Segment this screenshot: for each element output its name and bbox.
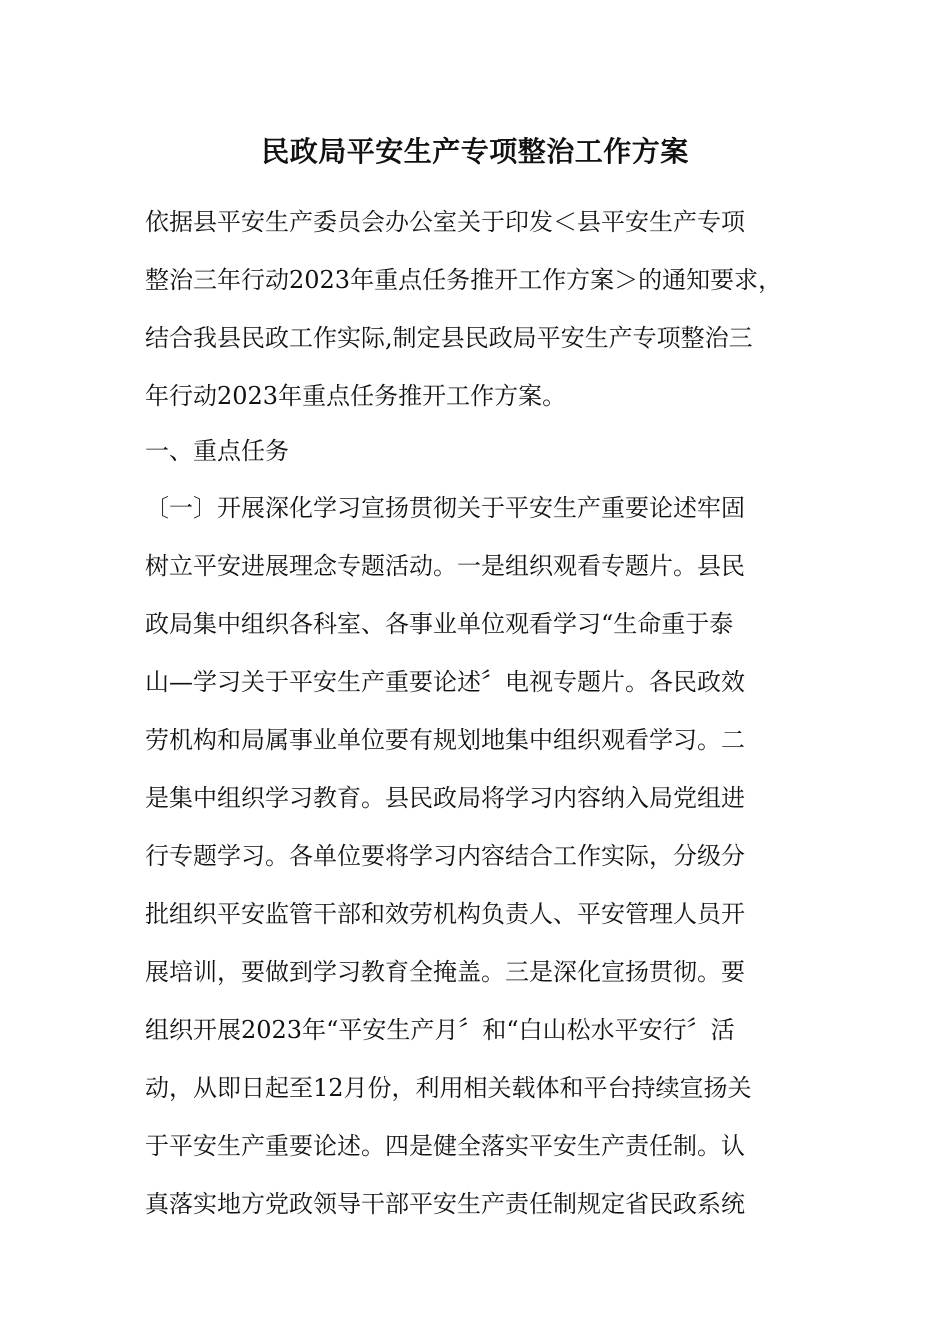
text-line: 是集中组织学习教育。县民政局将学习内容纳入局党组进 bbox=[145, 784, 745, 812]
text-line: 行专题学习。各单位要将学习内容结合工作实际，分级分 bbox=[145, 842, 745, 870]
text-line: 依据县平安生产委员会办公室关于印发＜县平安生产专项 bbox=[145, 208, 745, 236]
text-line: 山—学习关于平安生产重要论述〞电视专题片。各民政效 bbox=[145, 668, 745, 696]
text-line: 〔一〕开展深化学习宣扬贯彻关于平安生产重要论述牢固 bbox=[145, 494, 745, 522]
section-paragraph bbox=[145, 479, 813, 1233]
text-line: 于平安生产重要论述。四是健全落实平安生产责任制。认 bbox=[145, 1132, 745, 1160]
text-line: 树立平安进展理念专题活动。一是组织观看专题片。县民 bbox=[145, 552, 745, 580]
text-line: 劳机构和局属事业单位要有规划地集中组织观看学习。二 bbox=[145, 726, 745, 754]
text-line: 组织开展2023年“平安生产月〞和“白山松水平安行〞活 bbox=[145, 1016, 735, 1044]
text-line: 整治三年行动2023年重点任务推开工作方案＞的通知要求， bbox=[145, 266, 783, 294]
text-line: 展培训，要做到学习教育全掩盖。三是深化宣扬贯彻。要 bbox=[145, 958, 745, 986]
text-line: 结合我县民政工作实际,制定县民政局平安生产专项整治三 bbox=[145, 324, 753, 352]
intro-paragraph bbox=[145, 193, 813, 425]
text-line: 年行动2023年重点任务推开工作方案。 bbox=[145, 382, 567, 410]
document-title: 民政局平安生产专项整治工作方案 bbox=[261, 135, 689, 168]
text-line: 批组织平安监管干部和效劳机构负责人、平安管理人员开 bbox=[145, 900, 745, 928]
section-heading bbox=[145, 422, 813, 480]
text-line: 政局集中组织各科室、各事业单位观看学习“生命重于泰 bbox=[145, 610, 734, 638]
text-line: 真落实地方党政领导干部平安生产责任制规定省民政系统 bbox=[145, 1190, 745, 1218]
section-heading-text: 一、重点任务 bbox=[145, 437, 289, 465]
text-line: 动，从即日起至12月份，利用相关载体和平台持续宣扬关 bbox=[145, 1074, 752, 1102]
